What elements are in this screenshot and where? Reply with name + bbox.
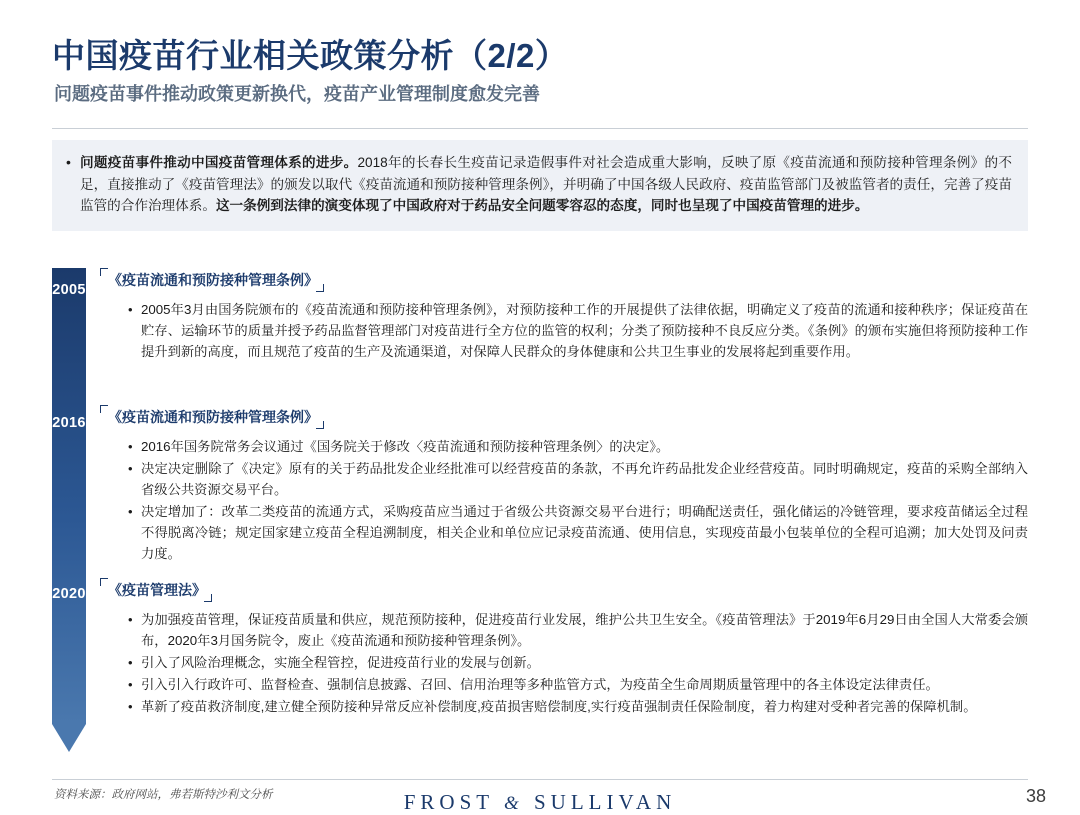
- bullet-marker: •: [128, 504, 133, 519]
- bullet-marker: •: [128, 655, 133, 670]
- bullet-item: [128, 458, 1028, 500]
- brand-right: SULLIVAN: [533, 790, 677, 814]
- intro-row: [66, 152, 1012, 217]
- section-bullets: [100, 299, 1028, 362]
- bullet-marker: •: [128, 439, 133, 454]
- bullet-marker: •: [128, 677, 133, 692]
- section-bullets: [100, 609, 1028, 717]
- bullet-text: 引入了风险治理概念，实施全程管控，促进疫苗行业的发展与创新。: [141, 655, 540, 670]
- intro-text: 问题疫苗事件推动中国疫苗管理体系的进步。2018年的长春长生疫苗记录造假事件对社会造成重大影响，反映了原《疫苗流通和预防接种管理条例》的不足，直接推动了《疫苗管理法》的颁发以取代《疫苗流通和预防接种管理条例》，并明确了中国各级人民政府、疫苗监管部门及被监管者的责任，完善了疫苗监管的合作治理体系。这一条例到法律的演变体现了中国政府对于药品安全问题零容忍的态度，同时也呈现了中国疫苗管理的进步。: [80, 155, 1012, 213]
- section-bullets: [100, 436, 1028, 564]
- bullet-text: 2016年国务院常务会议通过《国务院关于修改〈疫苗流通和预防接种管理条例〉的决定》。: [141, 439, 670, 454]
- timeline-year-2020: 2020: [52, 586, 86, 602]
- bullet-text: 2005年3月由国务院颁布的《疫苗流通和预防接种管理条例》，对预防接种工作的开展提供了法律依据，明确定义了疫苗的流通和接种秩序；保证疫苗在贮存、运输环节的质量并授予药品监督管理部门对疫苗进行全方位的监管的权利；分类了预防接种不良反应分类。《条例》的颁布实施但将预防接种工作提升到新的高度，而且规范了疫苗的生产及流通渠道，对保障人民群众的身体健康和公共卫生事业的发展将起到重要作用。: [141, 302, 1028, 359]
- timeline-year-2016: 2016: [52, 415, 86, 431]
- bullet-item: [128, 674, 1028, 695]
- section-heading: 《疫苗流通和预防接种管理条例》: [100, 268, 324, 292]
- section-2005: [100, 268, 1028, 363]
- page-number: 38: [1025, 786, 1046, 806]
- bullet-item: [128, 696, 1028, 717]
- section-heading: 《疫苗流通和预防接种管理条例》: [100, 405, 324, 429]
- bullet-marker: •: [128, 461, 133, 476]
- header-divider: [52, 128, 1028, 129]
- bullet-item: [128, 299, 1028, 362]
- bullet-item: [128, 652, 1028, 673]
- bullet-text: 决定增加了：改革二类疫苗的流通方式，采购疫苗应当通过于省级公共资源交易平台进行；明确配送责任，强化储运的冷链管理，要求疫苗储运全过程不得脱离冷链；规定国家建立疫苗全程追溯制度，相关企业和单位应记录疫苗流通、使用信息，实现疫苗最小包装单位的全程可追溯；加大处罚及问责力度。: [141, 504, 1028, 561]
- bullet-text: 革新了疫苗救济制度,建立健全预防接种异常反应补偿制度,疫苗损害赔偿制度,实行疫苗强制责任保险制度，着力构建对受种者完善的保障机制。: [141, 699, 977, 714]
- section-2016: [100, 405, 1028, 565]
- timeline-arrow-icon: [52, 724, 86, 752]
- timeline-bar: [52, 268, 86, 724]
- source-note: 资料来源：政府网站，弗若斯特沙利文分析: [54, 789, 273, 801]
- section-heading: 《疫苗管理法》: [100, 578, 212, 602]
- bullet-item: [128, 609, 1028, 651]
- brand-logo: [0, 790, 1080, 815]
- bullet-text: 为加强疫苗管理，保证疫苗质量和供应，规范预防接种，促进疫苗行业发展，维护公共卫生安全。《疫苗管理法》于2019年6月29日由全国人大常委会颁布，2020年3月国务院令，废止《疫苗流通和预防接种管理条例》。: [141, 612, 1028, 648]
- footer-divider: [52, 779, 1028, 780]
- intro-callout: [52, 140, 1028, 231]
- bullet-marker: •: [128, 699, 133, 714]
- bullet-text: 引入引入行政许可、监督检查、强制信息披露、召回、信用治理等多种监管方式，为疫苗全生命周期质量管理中的各主体设定法律责任。: [141, 677, 939, 692]
- brand-left: FROST: [403, 790, 494, 814]
- timeline-year-2005: 2005: [52, 282, 86, 298]
- bullet-marker: •: [128, 302, 133, 317]
- page-subtitle: 问题疫苗事件推动政策更新换代，疫苗产业管理制度愈发完善: [54, 84, 540, 104]
- bullet-item: [128, 436, 1028, 457]
- page-title: 中国疫苗行业相关政策分析（2/2）: [52, 37, 569, 74]
- bullet-item: [128, 501, 1028, 564]
- bullet-marker: •: [128, 612, 133, 627]
- bullet-marker: •: [66, 154, 71, 170]
- brand-ampersand: &: [503, 793, 524, 814]
- section-2020: [100, 578, 1028, 718]
- bullet-text: 决定决定删除了《决定》原有的关于药品批发企业经批准可以经营疫苗的条款，不再允许药品批发企业经营疫苗。同时明确规定，疫苗的采购全部纳入省级公共资源交易平台。: [141, 461, 1028, 497]
